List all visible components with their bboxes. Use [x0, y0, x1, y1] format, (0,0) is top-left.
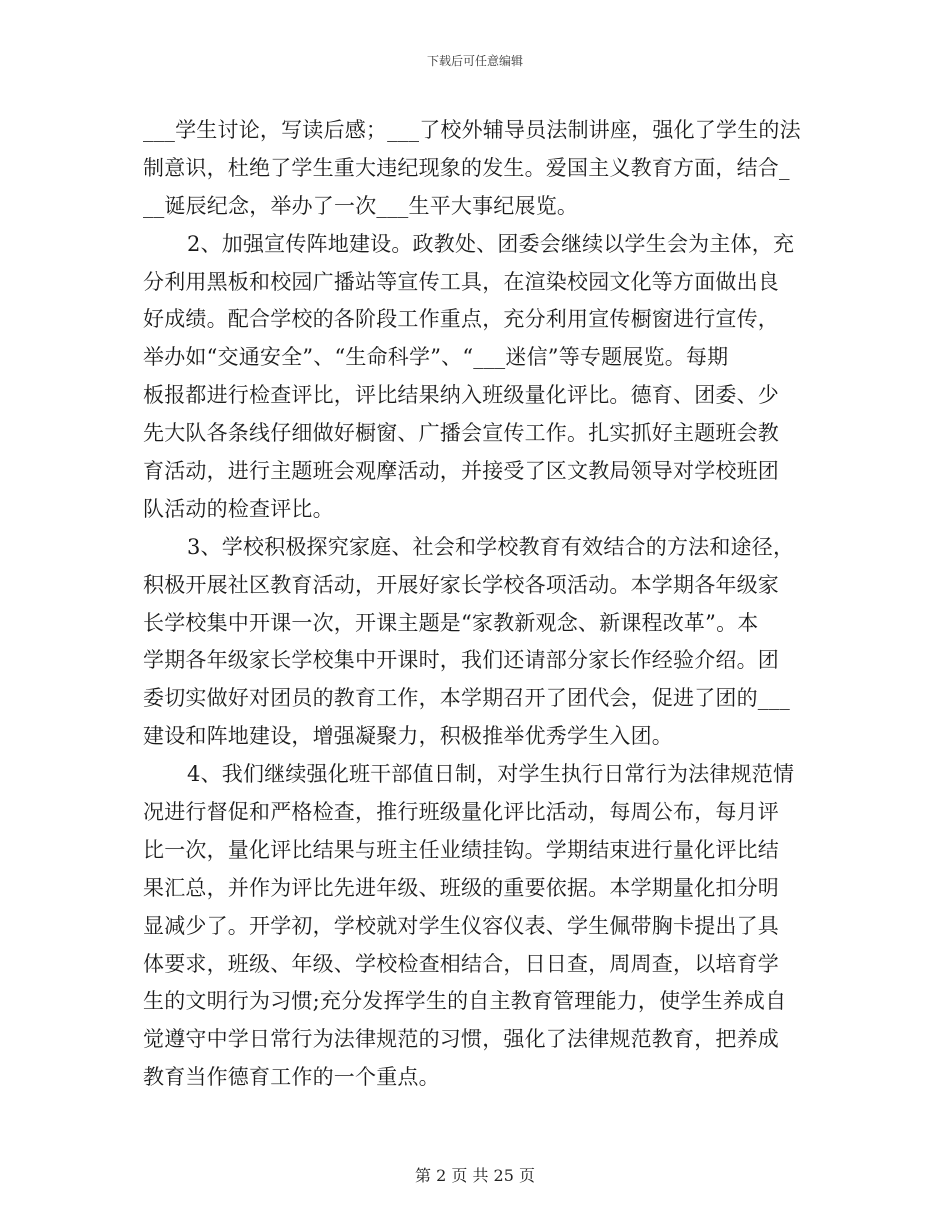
text-line: 育活动，进行主题班会观摩活动，并接受了区文教局领导对学校班团: [143, 459, 779, 484]
text-line: 队活动的检查评比。: [143, 496, 334, 521]
text-line: 好成绩。配合学校的各阶段工作重点，充分利用宣传橱窗进行宣传，: [143, 307, 779, 332]
text-line: 果汇总，并作为评比先进年级、班级的重要依据。本学期量化扣分明: [143, 875, 779, 900]
text-line: 板报都进行检查评比，评比结果纳入班级量化评比。德育、团委、少: [143, 383, 779, 408]
paragraph-2-start: 2、加强宣传阵地建设。政教处、团委会继续以学生会为主体，充: [187, 231, 795, 256]
text-line: 学期各年级家长学校集中开课时，我们还请部分家长作经验介绍。团: [143, 648, 779, 673]
text-line: 委切实做好对团员的教育工作，本学期召开了团代会，促进了团的___: [143, 686, 790, 711]
text-line: 生的文明行为习惯;充分发挥学生的自主教育管理能力，使学生养成自: [143, 989, 787, 1014]
text-line: 举办如“交通安全”、“生命科学”、“___迷信”等专题展览。每期: [143, 345, 729, 370]
text-line: 觉遵守中学日常行为法律规范的习惯，强化了法律规范教育，把养成: [143, 1027, 779, 1052]
paragraph-4-start: 4、我们继续强化班干部值日制，对学生执行日常行为法律规范情: [187, 762, 795, 787]
text-line: __诞辰纪念，举办了一次___生平大事纪展览。: [143, 193, 579, 218]
text-line: 长学校集中开课一次，开课主题是“家教新观念、新课程改革”。本: [143, 610, 759, 635]
text-line: 教育当作德育工作的一个重点。: [143, 1065, 440, 1090]
text-line: 积极开展社区教育活动，开展好家长学校各项活动。本学期各年级家: [143, 572, 779, 597]
text-line: 体要求，班级、年级、学校检查相结合，日日查，周周查，以培育学: [143, 951, 779, 976]
page-footer: 第 2 页 共 25 页: [415, 1166, 535, 1185]
text-line: ___学生讨论，写读后感；___了校外辅导员法制讲座，强化了学生的法: [143, 118, 801, 142]
text-line: 先大队各条线仔细做好橱窗、广播会宣传工作。扎实抓好主题班会教: [143, 421, 779, 446]
page-header: 下载后可任意编辑: [426, 54, 523, 68]
text-line: 显减少了。开学初，学校就对学生仪容仪表、学生佩带胸卡提出了具: [143, 913, 779, 938]
text-line: 比一次，量化评比结果与班主任业绩挂钩。学期结束进行量化评比结: [143, 837, 779, 862]
text-line: 分利用黑板和校园广播站等宣传工具，在渲染校园文化等方面做出良: [143, 269, 779, 294]
text-line: 建设和阵地建设，增强凝聚力，积极推举优秀学生入团。: [143, 724, 673, 749]
text-line: 况进行督促和严格检查，推行班级量化评比活动，每周公布，每月评: [143, 800, 779, 825]
text-line: 制意识，杜绝了学生重大违纪现象的发生。爱国主义教育方面，结合_: [143, 155, 790, 180]
paragraph-3-start: 3、学校积极探究家庭、社会和学校教育有效结合的方法和途径，: [187, 534, 795, 559]
document-body: [143, 112, 815, 1097]
